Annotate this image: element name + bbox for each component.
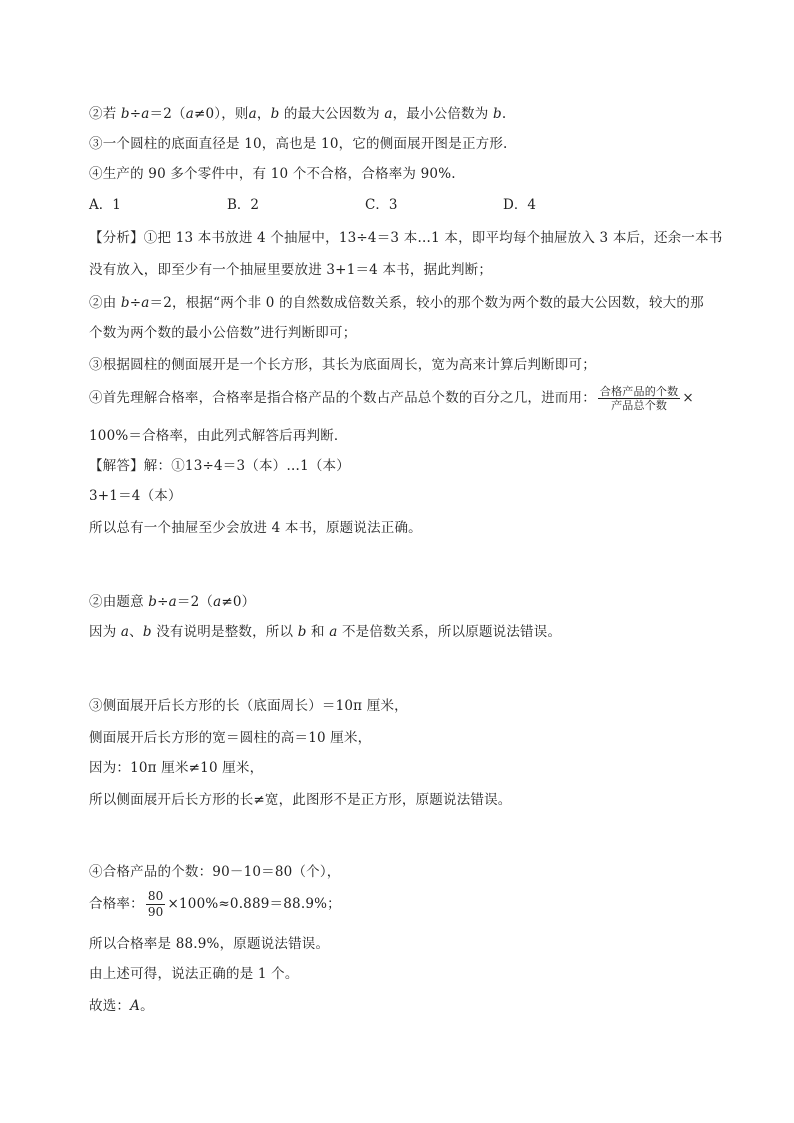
text: ÷ — [129, 295, 142, 311]
math-var: b÷a — [120, 106, 150, 122]
statement-3: ③一个圆柱的底面直径是 10，高也是 10，它的侧面展开图是正方形. — [89, 136, 508, 152]
solution-line-5 — [89, 622, 561, 642]
text: × — [682, 390, 694, 406]
text: 的最大公因数为 — [279, 106, 385, 122]
text: 。 — [140, 998, 154, 1014]
text: ＝2（ — [149, 106, 186, 122]
fraction — [146, 889, 166, 920]
text: ＝2（ — [176, 594, 214, 610]
text: ×100%≈0.889＝88.9%； — [167, 896, 341, 912]
option-d: D．4 — [503, 197, 536, 213]
solution-line-2: 3+1＝4（本） — [89, 488, 182, 504]
analysis-line-6 — [89, 380, 694, 416]
text: 故选： — [89, 998, 131, 1014]
text: ≠0），则 — [193, 106, 249, 122]
text: ≠0） — [221, 594, 256, 610]
solution-line-8: 因为：10π 厘米≠10 厘米， — [89, 760, 264, 776]
fraction-denominator: 产品总个数 — [611, 399, 668, 412]
statement-2 — [89, 104, 506, 124]
solution-line-6: ③侧面展开后长方形的长（底面周长）＝10π 厘米， — [89, 698, 408, 714]
math-var: a — [168, 594, 177, 610]
math-var: a — [213, 594, 222, 610]
analysis-line-3 — [89, 293, 704, 313]
math-var: a — [120, 624, 130, 640]
option-b: B．2 — [227, 197, 260, 213]
text: ②由题意 — [89, 594, 149, 610]
analysis-line-2: 没有放入，即至少有一个抽屉里要放进 3+1＝4 本书，据此判断； — [89, 262, 493, 278]
text: 和 — [306, 624, 330, 640]
math-var: a — [141, 295, 150, 311]
math-var: b — [297, 624, 307, 640]
text: ＝2，根据“两个非 0 的自然数成倍数关系，较小的那个数为两个数的最大公因数，较大的那 — [149, 295, 704, 311]
math-var: b — [120, 295, 130, 311]
solution-line-13: 由上述可得，说法正确的是 1 个。 — [89, 966, 299, 982]
text: 因为 — [89, 624, 121, 640]
text: ，最小公倍数为 — [392, 106, 493, 122]
math-var: a — [384, 106, 393, 122]
math-var: a — [185, 106, 194, 122]
fraction-numerator: 80 — [147, 889, 164, 903]
fraction — [598, 385, 680, 412]
statement-4: ④生产的 90 多个零件中，有 10 个不合格，合格率为 90%. — [89, 166, 456, 182]
solution-line-12: 所以合格率是 88.9%，原题说法错误。 — [89, 936, 330, 952]
text: . — [501, 106, 507, 122]
math-var: b — [148, 594, 158, 610]
analysis-line-4: 个数为两个数的最小公倍数”进行判断即可； — [89, 325, 357, 341]
analysis-line-7: 100%＝合格率，由此列式解答后再判断． — [89, 428, 348, 444]
solution-line-14 — [89, 996, 154, 1016]
solution-line-7: 侧面展开后长方形的宽＝圆柱的高＝10 厘米， — [89, 730, 372, 746]
text: 、 — [129, 624, 143, 640]
solution-line-10: ④合格产品的个数：90－10＝80（个）， — [89, 864, 341, 880]
math-var: b — [142, 624, 152, 640]
text: ， — [256, 106, 271, 122]
math-var: a — [329, 624, 338, 640]
solution-line-4 — [89, 592, 255, 612]
text: 不是倍数关系，所以原题说法错误。 — [337, 624, 562, 640]
math-var: b — [492, 106, 502, 122]
analysis-line-5: ③根据圆柱的侧面展开是一个长方形，其长为底面周长，宽为高来计算后判断即可； — [89, 357, 596, 373]
text: ④首先理解合格率，合格率是指合格产品的个数占产品总个数的百分之几，进而用： — [89, 390, 596, 406]
text: ÷ — [157, 594, 169, 610]
text: ②若 — [89, 106, 121, 122]
text: 没有说明是整数，所以 — [151, 624, 298, 640]
text: ②由 — [89, 295, 121, 311]
answer-letter: A — [130, 998, 141, 1014]
math-var: b — [270, 106, 280, 122]
solution-line-1: 【解答】解：①13÷4＝3（本）…1（本） — [89, 458, 350, 474]
solution-line-11 — [89, 884, 341, 924]
option-a: A．1 — [89, 197, 121, 213]
analysis-line-1: 【分析】①把 13 本书放进 4 个抽屉中，13÷4＝3 本…1 本，即平均每个抽屉放入 3 本后，还余一本书 — [89, 230, 723, 246]
answer-options — [89, 195, 649, 215]
solution-line-9: 所以侧面展开后长方形的长≠宽，此图形不是正方形，原题说法错误。 — [89, 792, 512, 808]
math-var: a — [248, 106, 257, 122]
option-c: C．3 — [365, 197, 398, 213]
fraction-numerator: 合格产品的个数 — [599, 385, 679, 398]
text: 合格率： — [89, 896, 144, 912]
fraction-denominator: 90 — [147, 905, 164, 919]
solution-line-3: 所以总有一个抽屉至少会放进 4 本书，原题说法正确。 — [89, 520, 422, 536]
